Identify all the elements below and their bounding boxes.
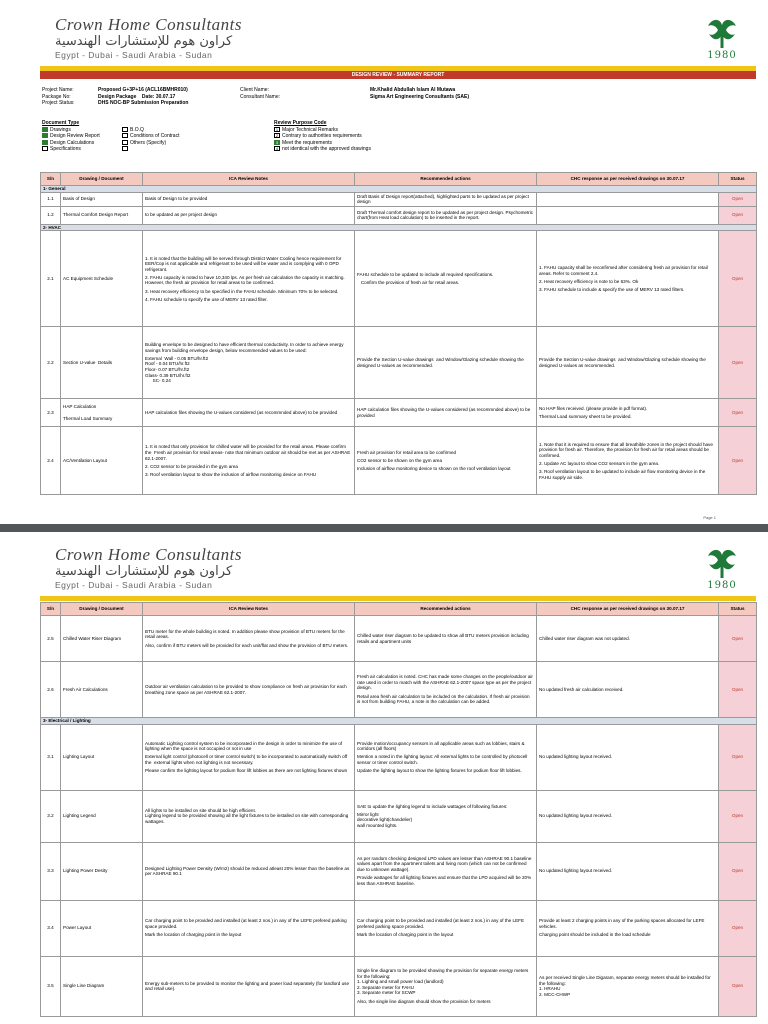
row-response [537, 956, 719, 1016]
project-status-value: DHS NOC-BP Submission Preparation [98, 100, 189, 106]
row-sn: 2.1 [41, 231, 61, 327]
status-badge: Open [719, 662, 757, 718]
response-paragraph: 2. Update AC layout to show CO2 sensors in the gym area. [539, 460, 660, 466]
row-notes [143, 842, 355, 900]
header-response: CHC response as per received drawings on 30.07.17 [537, 603, 719, 616]
actions-paragraph: Mark the location of charging point in the layout [357, 932, 454, 938]
response-paragraph: Provide the Section U-value drawings and Window/Glazing schedule showing the designed U-values as recommended. [539, 357, 708, 368]
row-notes [143, 192, 355, 206]
checkbox-icon [42, 146, 48, 151]
row-notes [143, 327, 355, 399]
review-table-page-2 [40, 602, 757, 1017]
document-type-label: Others (Specify) [130, 139, 167, 146]
notes-paragraph: 1. It is noted that the building will be served through District Water Cooling hence requirement for EER/Cop is not applicable and refrigerant to be used will be water and is complying with 0 OPD refrigerant. [145, 255, 343, 272]
row-response [537, 662, 719, 718]
table-row [41, 206, 757, 224]
actions-paragraph: Mirror light decorative light(chandelier) wall mounted lights. [357, 811, 413, 828]
notes-paragraph: 3. Heat recovery efficiency to be specified in the FAHU schedule. Minimum 70% to be selected. [145, 288, 339, 294]
actions-paragraph: Provide motion/occupancy sensors in all applicable areas such as lobbies, stairs & corridors (all floors) [357, 740, 526, 752]
row-response [537, 900, 719, 956]
consultant-label: Consultant Name: [240, 93, 281, 100]
table-row [41, 842, 757, 900]
document-type-label: B.O.Q [130, 126, 144, 133]
row-document: Thermal Comfort Design Report [61, 206, 143, 224]
row-response [537, 192, 719, 206]
row-sn: 3.5 [41, 956, 61, 1016]
document-type-option [42, 146, 122, 153]
status-badge: Open [719, 956, 757, 1016]
notes-paragraph: Designed Lighting Power Density (W/m2) should be reduced atleast 20% lesser than the baseline as per ASHRAE 90.1 [145, 865, 351, 877]
company-locations: Egypt - Dubai - Saudi Arabia - Sudan [55, 50, 213, 60]
actions-paragraph: Confirm the provision of fresh air for retail areas. [357, 280, 460, 286]
logo-year: 1980 [707, 580, 737, 591]
actions-paragraph: Draft Basis of Design report(attached), highlighted parts to be updated as per project design [357, 193, 531, 205]
table-row [41, 616, 757, 662]
row-actions [355, 662, 537, 718]
table-row [41, 231, 757, 327]
row-response [537, 427, 719, 495]
row-response [537, 206, 719, 224]
actions-paragraph: Update the lighting layout to show the lighting fixtures for podium floor lift lobbies. [357, 767, 522, 773]
status-badge: Open [719, 399, 757, 427]
row-actions [355, 900, 537, 956]
row-response [537, 231, 719, 327]
package-label: Package No: [42, 93, 71, 100]
row-response [537, 327, 719, 399]
row-document: Power Layout [61, 900, 143, 956]
row-notes [143, 790, 355, 842]
actions-paragraph: CO2 sensor to be shown on the gym area [357, 458, 443, 464]
package-date: Date: 30.07.17 [141, 93, 176, 100]
actions-paragraph: Mention a noted in the lighting layout: All external lights to be controlled by photocell sensor or timer control switch. [357, 754, 529, 765]
status-badge: Open [719, 327, 757, 399]
row-sn: 2.3 [41, 399, 61, 427]
response-paragraph: Thermal Load summary sheet to be provided. [539, 414, 632, 420]
header-actions: Recommended actions [355, 173, 537, 186]
document-type-left [42, 127, 122, 153]
response-paragraph: 2. Heat recovery efficiency is note to be 63%. Ok [539, 278, 639, 284]
document-type-title: Document Type [42, 120, 80, 126]
consultant-value: Sigma Art Engineering Consultants (SAE) [370, 93, 469, 100]
table-row [41, 956, 757, 1016]
notes-paragraph: Building envelope to be designed to have efficient thermal conductivity. In order to achieve energy savings from building envelope design, below recommended values to be used: [145, 342, 345, 353]
checkbox-icon [42, 140, 48, 145]
table-header-row [41, 603, 757, 616]
notes-paragraph: Please confirm the lighting layout for podium floor lift lobbies as there are not lighting fixtures shown [145, 767, 348, 773]
notes-paragraph: 2. CO2 sensor to be provided in the gym area [145, 463, 238, 469]
header-response: CHC response as per received drawings on 30.07.17 [537, 173, 719, 186]
document-type-label: Specifications [50, 146, 81, 152]
purpose-code: 2 [275, 133, 279, 139]
actions-paragraph: Provide the Section U-value drawings and Window/Glazing schedule showing the designed U-values as recommended. [357, 357, 526, 368]
response-paragraph: Chilled water riser diagram was not updated. [539, 635, 630, 641]
actions-paragraph: Fresh air calculation is noted. CHC has made some changes on the people/outdoor air rate used in order to match with the ASHRAE 62.1-2007 space type as per the project design. [357, 674, 535, 691]
row-notes [143, 724, 355, 790]
section-label: 1- General [41, 186, 757, 193]
row-document: HAP Calculation Thermal Load Summary [61, 399, 143, 427]
report-page-2 [0, 532, 768, 1024]
review-table-page-1 [40, 172, 757, 495]
status-badge: Open [719, 900, 757, 956]
status-badge: Open [719, 206, 757, 224]
crown-logo-icon [702, 546, 742, 580]
row-document: AC Equipment Schedule [61, 231, 143, 327]
checkbox-icon [42, 133, 48, 138]
actions-paragraph: HAP calculation files showing the U-values considered (as recommnded above) to be provided [357, 407, 532, 418]
row-actions [355, 616, 537, 662]
row-sn: 2.6 [41, 662, 61, 718]
actions-paragraph: Chilled water riser diagram to be updated to show all BTU meters provision including retails and apartment units [357, 632, 531, 644]
row-document: AC/Ventilation Layout [61, 427, 143, 495]
row-response [537, 790, 719, 842]
row-sn: 3.1 [41, 724, 61, 790]
row-sn: 3.4 [41, 900, 61, 956]
row-document: Lighting Layout [61, 724, 143, 790]
row-document: Lighting Power Desity [61, 842, 143, 900]
section-label: 3- Electrical / Lighting [41, 718, 757, 725]
project-status-label: Project Status: [42, 100, 75, 106]
company-brand [55, 16, 315, 61]
response-paragraph: No updated lighting layout received. [539, 868, 613, 874]
response-paragraph: As per received Single Line Digaram, separate energy meters should be installed for the following: 1. HRAHU 2. MCC-CHWP [539, 974, 711, 997]
row-actions [355, 327, 537, 399]
table-header-row [41, 173, 757, 186]
row-actions [355, 192, 537, 206]
row-sn: 3.3 [41, 842, 61, 900]
document-type-label: Conditions of Contract [130, 133, 180, 139]
page-number: Page 1 [703, 515, 716, 520]
project-name-value: Proposed G+3P+16 (ACL16BMHR010) [98, 87, 188, 93]
notes-paragraph: HAP calculation files showing the U-values considered (as recommnded above) to be provided [145, 410, 338, 416]
response-paragraph: 3. Roof ventilation layout to be updated to include air flow monitoring device in the FAHU supply air side. [539, 468, 707, 480]
review-purpose-label: Meet the requirements [282, 139, 333, 146]
client-label: Client Name: [240, 87, 269, 93]
actions-paragraph: Inclusion of airflow monitoring device to shown on the roof ventilation layout [357, 466, 511, 472]
row-notes [143, 662, 355, 718]
response-paragraph: Charging point should be included in the load schedule [539, 932, 651, 938]
notes-paragraph: External light control (photocell or timer control switch) to be incorporated to automatically switch off the external lights when not lighting is not necessary. [145, 754, 349, 765]
logo-year: 1980 [707, 50, 737, 61]
status-badge: Open [719, 842, 757, 900]
row-actions [355, 724, 537, 790]
document-type-right [122, 127, 212, 153]
notes-paragraph: Outdoor air ventilation calculation to be provided to show compliance on fresh air provision for each breathing zone space as per ASHRAE 62.1-2007. [145, 683, 349, 695]
document-type-box [42, 120, 222, 153]
review-purpose-box [274, 120, 474, 153]
response-paragraph: No updated lighting layout received. [539, 754, 613, 760]
response-paragraph: 3. FAHU schedule to include & specify the use of MERV 13 rated filters. [539, 286, 685, 292]
review-purpose-title: Review Purpose Code [274, 120, 327, 126]
row-sn: 2.5 [41, 616, 61, 662]
row-document: Lighting Legend [61, 790, 143, 842]
actions-paragraph: Retail area fresh air calculation to be included on the calculation. If fresh air provision is not from building FAHU, a note in the calculation can be added. [357, 693, 531, 705]
status-badge: Open [719, 231, 757, 327]
header-sn: S/n [41, 173, 61, 186]
table-row [41, 900, 757, 956]
checkbox-icon [122, 146, 128, 151]
company-logo [702, 16, 742, 64]
response-paragraph: Provide at least 2 charging points in any of the parking spaces allocated for LEFE vehicles. [539, 918, 706, 930]
response-paragraph: 1. Note that it is required to ensure that all breathible zones in the project should have provision for fresh air. Therefore, the provision for fresh air for retail areas should be confirmed. [539, 441, 715, 458]
checkbox-icon [122, 133, 128, 138]
row-response [537, 842, 719, 900]
status-badge: Open [719, 427, 757, 495]
company-locations: Egypt - Dubai - Saudi Arabia - Sudan [55, 580, 213, 590]
crown-logo-icon [702, 16, 742, 50]
row-notes [143, 616, 355, 662]
client-info [240, 87, 560, 100]
section-row [41, 224, 757, 231]
table-row [41, 327, 757, 399]
section-row [41, 186, 757, 193]
actions-paragraph: Car charging point to be provided and installed (at least 2 nos.) in any of the LEFE prefered parking space provided. [357, 918, 526, 930]
notes-paragraph: Mark the location of charging point in the layout [145, 932, 242, 938]
row-actions [355, 231, 537, 327]
company-name-en: Crown Home Consultants [55, 545, 243, 564]
client-value: Mr.Khalid Abdullah Islam Al Mutawa [370, 87, 456, 93]
table-row [41, 192, 757, 206]
company-name-ar: كراون هوم للإستشارات الهندسية [55, 564, 233, 579]
notes-paragraph: to be updated as per project design [145, 212, 218, 218]
project-info [42, 87, 232, 107]
actions-paragraph: Also, the single line diagram should show the provision for meters [357, 998, 491, 1004]
notes-paragraph: BTU meter for the whole building is noted. In addition please show provision of BTU meters for the retail areas. [145, 628, 346, 640]
notes-paragraph: External Wall - 0.05 BTU/hr.ft2 Roof - 0.04 BTU/hr.ft2 Floor- 0.07 BTU/hr.ft2 Glass- 0.39 BTU/hr.ft2 SC- 0.24 [145, 355, 209, 384]
actions-paragraph: Draft Thermal comfort design report to be updated as per project design. Psychometric chart(from Heat load calculation) to be inserted in the report. [357, 209, 535, 221]
header-notes: ICA Review Notes [143, 603, 355, 616]
report-title: DESIGN REVIEW - SUMMARY REPORT [40, 71, 756, 79]
row-document: Chilled Water Riser Diagram [61, 616, 143, 662]
company-name-en: Crown Home Consultants [55, 15, 243, 34]
header-actions: Recommended actions [355, 603, 537, 616]
checkbox-icon [122, 127, 128, 132]
notes-paragraph: Automatic Lighting control system to be incorporated in the design in order to minimize the use of lighting when the space is not occupied or not in use [145, 740, 344, 752]
row-actions [355, 790, 537, 842]
row-actions [355, 427, 537, 495]
row-notes [143, 231, 355, 327]
response-paragraph: 1. FAHU capacity shall be reconfirmed after considering fresh air provision for retail areas. Refer to comment 2.4. [539, 265, 710, 276]
actions-paragraph: Fresh air provision for retail area to be confirmed [357, 449, 457, 455]
notes-paragraph: 2. FAHU capacity is noted to have 10,340 lps. As per fresh air calculation the capacity is matching. However, the fresh air provision for retail areas to be confirmed. [145, 274, 346, 286]
table-row [41, 724, 757, 790]
notes-paragraph: Energy sub-meters to be provided to monitor the lighting and power load separately (for landlord use and retail use). [145, 980, 351, 992]
row-notes [143, 399, 355, 427]
row-sn: 2.2 [41, 327, 61, 399]
table-row [41, 662, 757, 718]
row-notes [143, 427, 355, 495]
row-actions [355, 206, 537, 224]
checkbox-icon [122, 140, 128, 145]
header-status: Status [719, 173, 757, 186]
row-response [537, 724, 719, 790]
status-badge: Open [719, 724, 757, 790]
review-purpose-label: Contrary to authorities requirements [282, 133, 362, 139]
row-document: Single Line Diagram [61, 956, 143, 1016]
purpose-code: 3 [275, 139, 279, 145]
review-purpose-list [274, 127, 474, 153]
row-actions [355, 399, 537, 427]
row-actions [355, 842, 537, 900]
row-sn: 2.4 [41, 427, 61, 495]
notes-paragraph: 4. FAHU schedule to specify the use of MERV 13 rated filter. [145, 296, 268, 302]
header-notes: ICA Review Notes [143, 173, 355, 186]
row-actions [355, 956, 537, 1016]
response-paragraph: No HAP files received. (please provide in pdf format). [539, 406, 648, 412]
table-row [41, 790, 757, 842]
status-badge: Open [719, 616, 757, 662]
review-purpose-option [274, 146, 474, 153]
purpose-code: 1 [275, 126, 279, 132]
section-label: 2- HVAC [41, 224, 757, 231]
company-logo [702, 546, 742, 594]
project-name-label: Project Name: [42, 87, 74, 93]
response-paragraph: No updated fresh air calculation received. [539, 686, 624, 692]
header-status: Status [719, 603, 757, 616]
notes-paragraph: Also, confirm if BTU meters will be provided for each unit/flat and show the provision of BTU meters. [145, 642, 349, 648]
notes-paragraph: Car charging point to be provided and installed (at least 2 nos.) in any of the LEFE prefered parking space provided. [145, 918, 349, 930]
document-type-option [122, 146, 212, 153]
notes-paragraph: All lights to be installed on site should be high efficient. Lighting legend to be provided showing all the light fixtures to be installed on site with corresponding wattages. [145, 807, 349, 824]
purpose-code: 4 [275, 146, 279, 152]
document-type-label: Design Calculations [50, 139, 95, 146]
actions-paragraph: Single line diagram to be provided showing the provision for separate energy meters for the following: 1. Lighting and small power load (landlord) 2. Separate meter for FAHU 3. Separate meter for SCWP [357, 968, 529, 996]
row-document: Section U-value Details [61, 327, 143, 399]
row-document: Fresh Air Calculations [61, 662, 143, 718]
row-sn: 1.2 [41, 206, 61, 224]
header-drawing: Drawing / Document [61, 173, 143, 186]
notes-paragraph: 3. Roof ventilation layout to show the inclusion of airflow monitoring device on FAHU [145, 471, 317, 477]
notes-paragraph: 1. It is noted that only provision for chilled water will be provided for the retail areas. Please confirm the Fresh air provision for retail areas- note that minimum outdoor air should be met as per ASHRAE 62.1-2007. [145, 444, 352, 461]
section-row [41, 718, 757, 725]
package-value: Design Package [98, 93, 137, 100]
status-badge: Open [719, 192, 757, 206]
actions-paragraph: SAE to update the lighting legend to include wattages of following fixtures: [357, 803, 508, 809]
status-badge: Open [719, 790, 757, 842]
row-response [537, 399, 719, 427]
header-sn: S/n [41, 603, 61, 616]
review-purpose-label: not identical with the approved drawings [282, 146, 371, 152]
checkbox-icon [42, 127, 48, 132]
row-document: Basis of Design [61, 192, 143, 206]
document-type-label: Drawings [50, 126, 71, 133]
row-sn: 3.2 [41, 790, 61, 842]
table-row [41, 399, 757, 427]
row-response [537, 616, 719, 662]
company-name-ar: كراون هوم للإستشارات الهندسية [55, 34, 233, 49]
row-sn: 1.1 [41, 192, 61, 206]
row-notes [143, 956, 355, 1016]
table-row [41, 427, 757, 495]
review-purpose-label: Major Technical Remarks [282, 126, 339, 133]
document-type-label: Design Review Report [50, 133, 100, 139]
row-notes [143, 206, 355, 224]
actions-paragraph: Provide wattages for all lighting fixtures and ensure that the LPD acquired will be 20% less than ASHRAE baseline. [357, 875, 533, 886]
response-paragraph: No updated lighting layout received. [539, 813, 613, 819]
header-drawing: Drawing / Document [61, 603, 143, 616]
company-brand [55, 546, 315, 591]
header-stripe [40, 596, 756, 601]
actions-paragraph: FAHU schedule to be updated to include all required specifications. [357, 272, 494, 278]
notes-paragraph: Basis of Design to be provided [145, 196, 208, 202]
actions-paragraph: As per random checking designed LPD values are lesser than ASHRAE 90.1 baseline values apart from the apartment toilets and living room (which can not be confirmed due to unknown wattage). [357, 855, 533, 873]
row-notes [143, 900, 355, 956]
